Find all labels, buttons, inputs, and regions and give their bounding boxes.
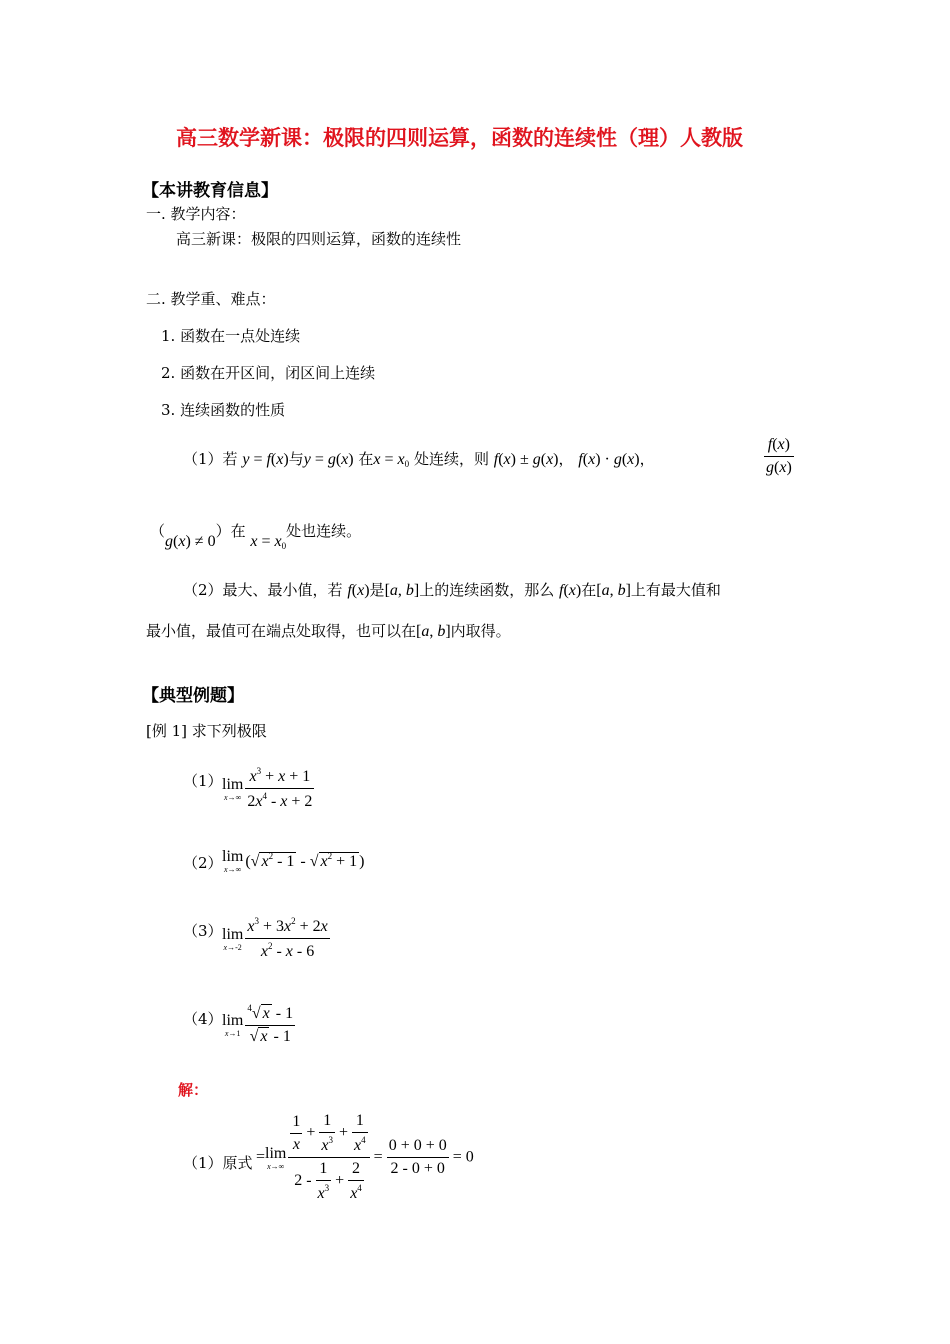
section-heading-examples: 【典型例题】 [142, 686, 244, 706]
solution-label: 解： [178, 1081, 209, 1099]
fraction-f-over-g: $\frac{f(x)}{g(x)}$ [766, 436, 792, 476]
property-2: （2）最大、最小值，若 f(x)是[a, b]上的连续函数，那么 f(x)在[a, b]上有最大值和 [183, 581, 721, 599]
limit-3-expression: lim x→-2 $\frac{x^3 + 3x^2 + 2x}{x^2 - x - 6}$ [222, 916, 328, 960]
section-heading-info: 【本讲教育信息】 [142, 181, 278, 201]
limit-1-expression: lim x→∞ $\frac{x^3 + x + 1}{2x^4 - x + 2}$ [222, 766, 313, 810]
page-title: 高三数学新课：极限的四则运算，函数的连续性（理）人教版 [176, 125, 743, 150]
property-1-continued: （g(x) ≠ 0）在 $x = x_0$处也连续。 [150, 522, 362, 551]
example-1-label: [例 1] 求下列极限 [146, 722, 267, 740]
key-item-1: 1. 函数在一点处连续 [161, 327, 301, 345]
content-text: 高三新课：极限的四则运算，函数的连续性 [176, 230, 462, 248]
limit-1-label: （1） [183, 772, 223, 790]
key-item-2: 2. 函数在开区间，闭区间上连续 [161, 364, 376, 382]
key-item-3: 3. 连续函数的性质 [161, 401, 286, 419]
limit-4-expression: lim x→1 $\frac{^4√ x - 1}{√ x - 1}$ [222, 1003, 294, 1045]
limit-4-label: （4） [183, 1010, 223, 1028]
property-1: （1）若 y = f(x)与y = g(x) 在$x = x_0$ 处连续，则 f(x) ± g(x)， f(x) · g(x)， [183, 450, 655, 469]
key-points-label: 二. 教学重、难点： [146, 290, 276, 308]
solution-1-prefix: （1）原式 [183, 1154, 253, 1172]
limit-3-label: （3） [183, 922, 223, 940]
limit-2-expression: lim x→∞ (√ $x^2 - 1$ - √ $x^2 + 1$ ) [222, 848, 365, 874]
solution-1-expression: = lim x→∞ $\frac{1}{x}$ + $\frac{1}{x^3}$ + $\frac{1}{x^4}$ 2 - $\frac{1}{x^3}$ + $\frac{2}{x^4}$ = $\frac{0 + 0 + 0}{2 - 0 + 0}$ = 0 [256, 1112, 474, 1202]
content-label: 一. 教学内容： [146, 205, 246, 223]
property-2-line2: 最小值，最值可在端点处取得，也可以在[a, b]内取得。 [146, 622, 511, 640]
limit-2-label: （2） [183, 854, 223, 872]
